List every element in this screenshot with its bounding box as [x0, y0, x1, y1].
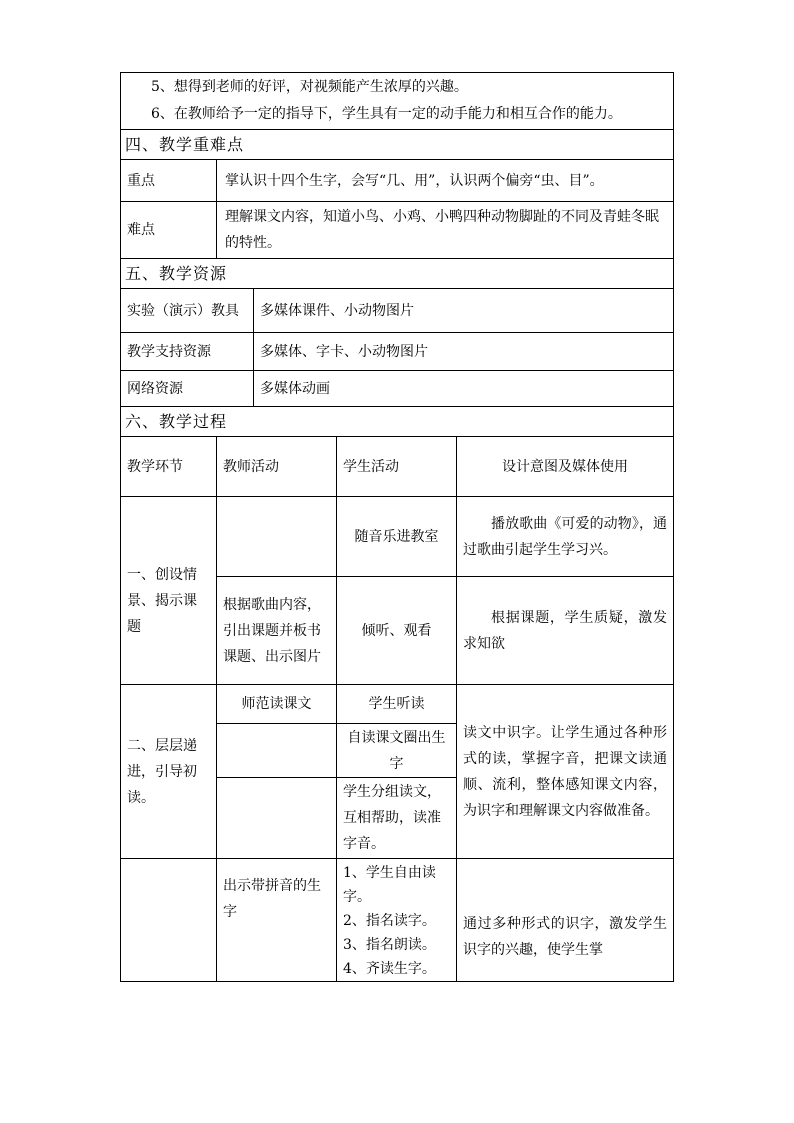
stage1-name: 一、创设情景、揭示课题	[121, 497, 217, 685]
stage3-name	[121, 859, 217, 982]
stage2-teacher-2	[217, 724, 337, 778]
stage2-row1	[121, 685, 674, 724]
stage2-student-2: 自读课文圈出生字	[337, 724, 457, 778]
intro-line-6: 6、在教师给予一定的指导下，学生具有一定的动手能力和相互合作的能力。	[151, 106, 622, 122]
lesson-plan-page	[120, 72, 673, 982]
stage1-teacher-2: 根据歌曲内容，引出课题并板书课题、出示图片	[217, 577, 337, 685]
resource-value: 多媒体动画	[254, 371, 674, 407]
key-points-text: 掌认识十四个生字，会写“几、用”，认识两个偏旁“虫、目”。	[217, 160, 674, 202]
section6-title: 六、教学过程	[121, 407, 674, 437]
stage1-design-2: 根据课题，学生质疑，激发求知欲	[457, 577, 674, 685]
stage1-student-2: 倾听、观看	[337, 577, 457, 685]
stage3-student-line: 4、齐读生字。	[343, 961, 436, 977]
difficulty-row	[121, 202, 674, 259]
resource-label: 网络资源	[121, 371, 254, 407]
key-points-label: 重点	[121, 160, 217, 202]
section5-title: 五、教学资源	[121, 259, 674, 289]
key-points-row	[121, 160, 674, 202]
stage1-row1	[121, 497, 674, 577]
stage2-teacher-1: 师范读课文	[217, 685, 337, 724]
intro-line-5: 5、想得到老师的好评，对视频能产生浓厚的兴趣。	[151, 79, 468, 95]
resource-label: 实验（演示）教具	[121, 289, 254, 333]
stage3-teacher: 出示带拼音的生字	[217, 859, 337, 982]
stage1-teacher-1	[217, 497, 337, 577]
stage2-name: 二、层层递进，引导初读。	[121, 685, 217, 859]
stage3-student-line: 1、学生自由读字。	[343, 865, 436, 905]
resource-value: 多媒体、字卡、小动物图片	[254, 333, 674, 371]
resource-row	[121, 289, 674, 333]
resource-row	[121, 371, 674, 407]
resource-row	[121, 333, 674, 371]
section4-title-row	[121, 130, 674, 160]
header-stage: 教学环节	[121, 437, 217, 497]
header-design: 设计意图及媒体使用	[457, 437, 674, 497]
stage3-design: 通过多种形式的识字，激发学生识字的兴趣，使学生掌	[457, 859, 674, 982]
stage3-student-line: 2、指名读字。	[343, 913, 436, 929]
lesson-plan-table	[120, 72, 674, 982]
section4-title: 四、教学重难点	[121, 130, 674, 160]
intro-row	[121, 73, 674, 130]
stage2-student-1: 学生听读	[337, 685, 457, 724]
section5-title-row	[121, 259, 674, 289]
intro-cell	[121, 73, 674, 130]
stage2-student-3: 学生分组读文，互相帮助，读准字音。	[337, 778, 457, 859]
section6-title-row	[121, 407, 674, 437]
header-teacher: 教师活动	[217, 437, 337, 497]
difficulty-label: 难点	[121, 202, 217, 259]
difficulty-text: 理解课文内容，知道小鸟、小鸡、小鸭四种动物脚趾的不同及青蛙冬眠的特性。	[217, 202, 674, 259]
stage2-teacher-3	[217, 778, 337, 859]
resource-label: 教学支持资源	[121, 333, 254, 371]
stage3-row	[121, 859, 674, 982]
stage1-student-1: 随音乐进教室	[337, 497, 457, 577]
resource-value: 多媒体课件、小动物图片	[254, 289, 674, 333]
stage2-design: 读文中识字。让学生通过各种形式的读，掌握字音，把课文读通顺、流利，整体感知课文内容，为识字和理解课文内容做准备。	[457, 685, 674, 859]
process-header-row	[121, 437, 674, 497]
stage3-student-line: 3、指名朗读。	[343, 937, 436, 953]
header-student: 学生活动	[337, 437, 457, 497]
stage3-student	[337, 859, 457, 982]
stage1-design-1: 播放歌曲《可爱的动物》，通过歌曲引起学生学习兴。	[457, 497, 674, 577]
